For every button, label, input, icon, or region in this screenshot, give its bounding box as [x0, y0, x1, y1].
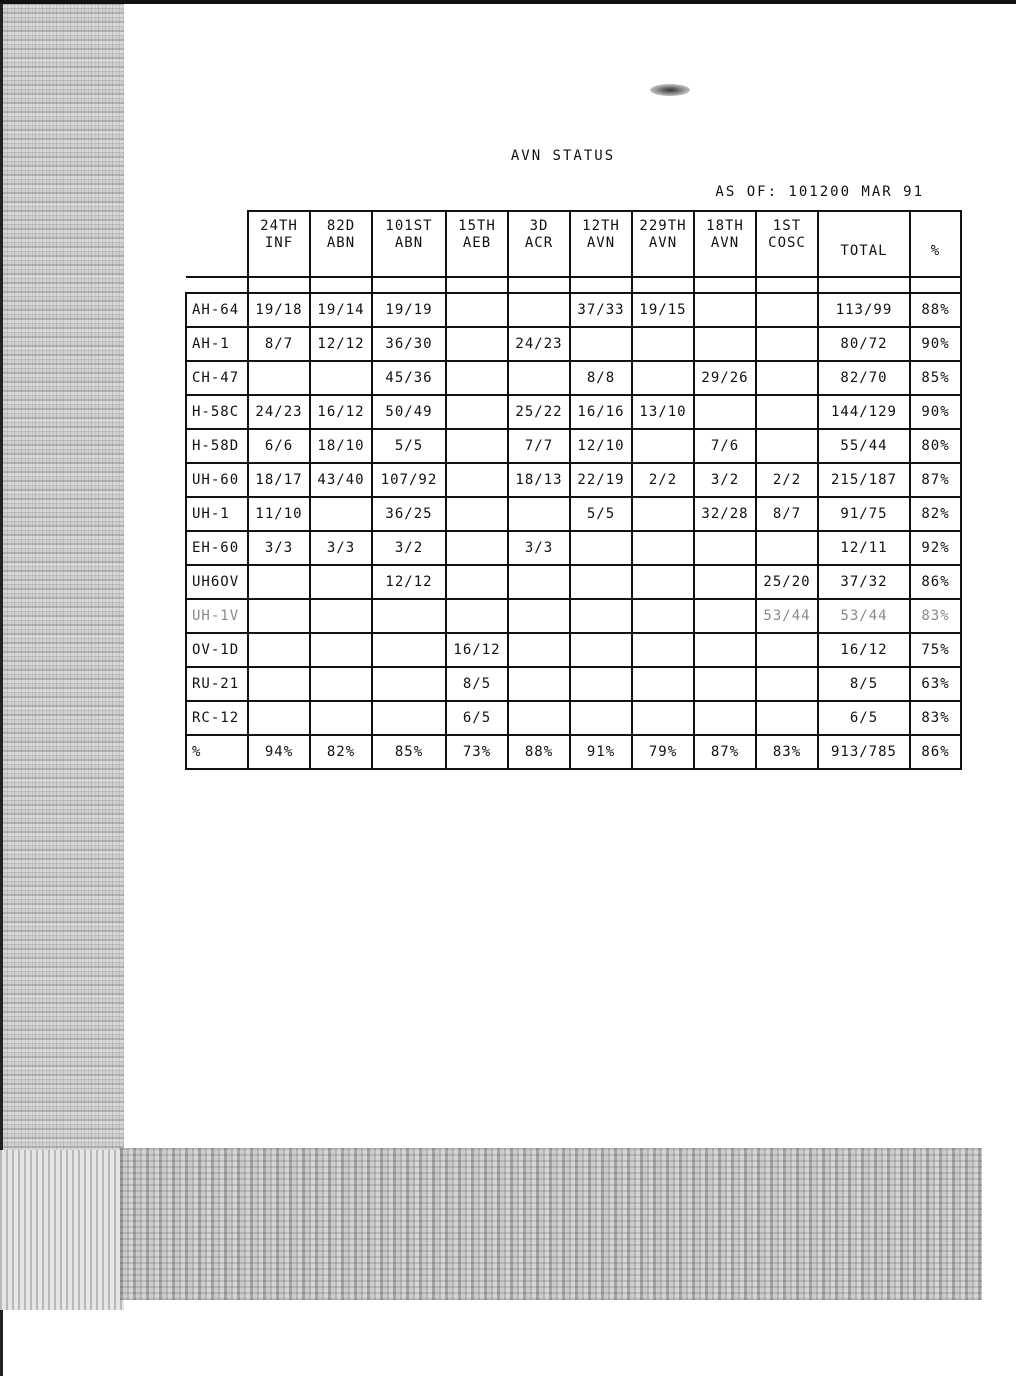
table-cell: 13/10	[632, 395, 694, 429]
table-cell	[310, 361, 372, 395]
table-body	[186, 277, 961, 769]
table-cell	[310, 633, 372, 667]
column-header	[248, 211, 310, 277]
column-header-line1: 1ST	[772, 218, 802, 234]
table-cell	[694, 293, 756, 327]
table-cell	[756, 701, 818, 735]
row-label: CH-47	[186, 361, 248, 395]
table-cell	[632, 701, 694, 735]
column-header-line2: AVN	[586, 235, 616, 251]
table-cell: 87%	[694, 735, 756, 769]
table-cell	[694, 667, 756, 701]
table-row	[186, 667, 961, 701]
column-header	[694, 211, 756, 277]
table-cell	[756, 327, 818, 361]
table-header	[186, 211, 961, 277]
table-cell: 12/12	[372, 565, 446, 599]
spacer-cell	[508, 277, 570, 293]
table-cell	[632, 531, 694, 565]
table-cell	[372, 667, 446, 701]
table-cell: 18/17	[248, 463, 310, 497]
scan-edge-top	[0, 0, 1016, 4]
row-label: H-58C	[186, 395, 248, 429]
table-cell: 19/19	[372, 293, 446, 327]
table-row	[186, 395, 961, 429]
table-cell	[570, 633, 632, 667]
column-header	[818, 211, 910, 277]
column-header-line2: ACR	[524, 235, 554, 251]
column-header-line1: %	[930, 242, 941, 259]
table-cell	[756, 361, 818, 395]
table-cell	[756, 395, 818, 429]
table-cell	[508, 497, 570, 531]
table-cell: 12/11	[818, 531, 910, 565]
column-header-line1: TOTAL	[840, 242, 888, 259]
table-cell	[248, 361, 310, 395]
avn-status-table	[185, 210, 962, 770]
table-cell: 3/3	[508, 531, 570, 565]
table-cell: 85%	[910, 361, 961, 395]
table-cell: 2/2	[756, 463, 818, 497]
column-header	[570, 211, 632, 277]
table-cell: 11/10	[248, 497, 310, 531]
table-cell	[694, 327, 756, 361]
column-header	[310, 211, 372, 277]
table-cell	[508, 633, 570, 667]
table-cell	[248, 565, 310, 599]
row-label: UH-1	[186, 497, 248, 531]
row-label: %	[186, 735, 248, 769]
table-cell: 2/2	[632, 463, 694, 497]
spacer-cell	[248, 277, 310, 293]
table-cell: 8/5	[818, 667, 910, 701]
table-cell	[570, 667, 632, 701]
table-cell	[694, 395, 756, 429]
table-cell	[446, 463, 508, 497]
table-cell	[248, 667, 310, 701]
table-cell: 3/2	[694, 463, 756, 497]
table-cell: 16/12	[310, 395, 372, 429]
column-header-line2: AVN	[710, 235, 740, 251]
spacer-cell	[818, 277, 910, 293]
table-cell	[372, 633, 446, 667]
table-cell: 19/15	[632, 293, 694, 327]
table-cell: 45/36	[372, 361, 446, 395]
table-cell	[508, 599, 570, 633]
spacer-cell	[372, 277, 446, 293]
table-cell: 90%	[910, 327, 961, 361]
table-row	[186, 327, 961, 361]
table-cell	[446, 599, 508, 633]
scan-noise-bottom	[120, 1148, 982, 1300]
table-cell	[694, 701, 756, 735]
column-header-line2: INF	[264, 235, 294, 251]
table-cell: 6/5	[446, 701, 508, 735]
table-cell	[756, 633, 818, 667]
column-header-line1: 82D	[326, 218, 356, 234]
table-row	[186, 599, 961, 633]
table-cell: 7/7	[508, 429, 570, 463]
table-cell: 5/5	[570, 497, 632, 531]
table-row	[186, 497, 961, 531]
table-cell: 22/19	[570, 463, 632, 497]
table-row	[186, 531, 961, 565]
table-cell: 37/32	[818, 565, 910, 599]
table-cell: 80%	[910, 429, 961, 463]
table-cell: 16/12	[818, 633, 910, 667]
table-cell	[508, 565, 570, 599]
scan-noise-bottom-left	[0, 1150, 124, 1310]
table-cell: 215/187	[818, 463, 910, 497]
row-label: AH-1	[186, 327, 248, 361]
column-header-line1: 15TH	[458, 218, 496, 234]
table-cell: 82/70	[818, 361, 910, 395]
table-cell: 85%	[372, 735, 446, 769]
table-cell: 75%	[910, 633, 961, 667]
table-cell	[632, 327, 694, 361]
row-label: UH6OV	[186, 565, 248, 599]
table-cell: 12/12	[310, 327, 372, 361]
column-header-line1: 3D	[529, 218, 549, 234]
row-label: RU-21	[186, 667, 248, 701]
table-row	[186, 565, 961, 599]
table-cell	[756, 293, 818, 327]
column-header-line1: 12TH	[582, 218, 620, 234]
column-header	[632, 211, 694, 277]
table-cell: 88%	[508, 735, 570, 769]
table-cell	[756, 667, 818, 701]
table-cell	[632, 667, 694, 701]
table-cell	[632, 633, 694, 667]
table-cell	[756, 531, 818, 565]
table-cell	[310, 497, 372, 531]
row-label: UH-60	[186, 463, 248, 497]
table-cell: 5/5	[372, 429, 446, 463]
table-cell: 73%	[446, 735, 508, 769]
table-cell: 8/7	[248, 327, 310, 361]
column-header	[372, 211, 446, 277]
page-title: AVN STATUS	[510, 148, 616, 164]
table-cell	[694, 531, 756, 565]
table-cell	[310, 667, 372, 701]
table-row	[186, 361, 961, 395]
table-cell: 32/28	[694, 497, 756, 531]
table-cell: 82%	[310, 735, 372, 769]
spacer-cell	[632, 277, 694, 293]
table-cell: 19/18	[248, 293, 310, 327]
table-row	[186, 293, 961, 327]
table-cell	[372, 599, 446, 633]
table-cell: 36/25	[372, 497, 446, 531]
table-row	[186, 463, 961, 497]
table-row	[186, 633, 961, 667]
table-cell	[570, 599, 632, 633]
table-cell: 94%	[248, 735, 310, 769]
table-cell	[632, 599, 694, 633]
table-cell: 90%	[910, 395, 961, 429]
scan-noise-left	[0, 0, 124, 1310]
table-cell: 16/12	[446, 633, 508, 667]
header-spacer	[186, 277, 961, 293]
table-cell	[570, 531, 632, 565]
spacer-cell	[446, 277, 508, 293]
table-cell	[632, 361, 694, 395]
table-cell: 86%	[910, 735, 961, 769]
table-cell: 80/72	[818, 327, 910, 361]
table-cell: 87%	[910, 463, 961, 497]
table-cell: 18/10	[310, 429, 372, 463]
table-cell: 3/2	[372, 531, 446, 565]
column-header-line2: COSC	[768, 235, 806, 251]
table-cell	[446, 429, 508, 463]
table-cell: 83%	[910, 599, 961, 633]
column-header-line1: 101ST	[385, 218, 433, 234]
table-cell	[508, 361, 570, 395]
row-label: UH-1V	[186, 599, 248, 633]
row-label: AH-64	[186, 293, 248, 327]
table-cell: 19/14	[310, 293, 372, 327]
table-cell: 91%	[570, 735, 632, 769]
column-header-line2: ABN	[326, 235, 356, 251]
column-header	[756, 211, 818, 277]
column-header	[910, 211, 961, 277]
table-cell	[446, 497, 508, 531]
spacer-cell	[186, 277, 248, 293]
column-header-line1: 24TH	[260, 218, 298, 234]
as-of-date: AS OF: 101200 MAR 91	[715, 184, 924, 200]
table-cell	[446, 531, 508, 565]
table-cell: 107/92	[372, 463, 446, 497]
table-cell: 113/99	[818, 293, 910, 327]
table-cell	[310, 565, 372, 599]
table-cell: 24/23	[248, 395, 310, 429]
table-cell	[756, 429, 818, 463]
table-cell	[372, 701, 446, 735]
table-cell: 3/3	[248, 531, 310, 565]
table-cell	[508, 701, 570, 735]
column-header-line1: 18TH	[706, 218, 744, 234]
table-cell: 3/3	[310, 531, 372, 565]
table-cell	[632, 497, 694, 531]
table-cell: 63%	[910, 667, 961, 701]
table-cell	[508, 667, 570, 701]
table-cell: 92%	[910, 531, 961, 565]
table-cell: 12/10	[570, 429, 632, 463]
table-row	[186, 429, 961, 463]
table-cell: 18/13	[508, 463, 570, 497]
table-cell	[508, 293, 570, 327]
header-corner	[186, 211, 248, 277]
table-cell	[446, 293, 508, 327]
table-cell: 91/75	[818, 497, 910, 531]
table-cell: 24/23	[508, 327, 570, 361]
table-cell: 25/22	[508, 395, 570, 429]
table-cell: 8/5	[446, 667, 508, 701]
table-cell: 8/8	[570, 361, 632, 395]
table-cell	[694, 599, 756, 633]
table-cell: 25/20	[756, 565, 818, 599]
spacer-cell	[570, 277, 632, 293]
table-cell: 83%	[910, 701, 961, 735]
table-row	[186, 701, 961, 735]
table-cell	[310, 599, 372, 633]
column-header	[446, 211, 508, 277]
table-cell: 53/44	[818, 599, 910, 633]
table-cell: 913/785	[818, 735, 910, 769]
table-cell: 79%	[632, 735, 694, 769]
table-cell: 6/6	[248, 429, 310, 463]
table-cell	[632, 565, 694, 599]
table-cell: 37/33	[570, 293, 632, 327]
table-cell: 82%	[910, 497, 961, 531]
spacer-cell	[756, 277, 818, 293]
table-cell	[446, 361, 508, 395]
column-header-line1: 229TH	[639, 218, 687, 234]
table-cell: 8/7	[756, 497, 818, 531]
table-cell	[446, 327, 508, 361]
table-cell	[248, 599, 310, 633]
table-cell	[632, 429, 694, 463]
row-label: EH-60	[186, 531, 248, 565]
column-header-line2: AEB	[462, 235, 492, 251]
table-cell	[694, 565, 756, 599]
table-cell	[570, 701, 632, 735]
row-label: OV-1D	[186, 633, 248, 667]
table-cell	[248, 701, 310, 735]
table-cell: 50/49	[372, 395, 446, 429]
table-cell: 83%	[756, 735, 818, 769]
spacer-cell	[310, 277, 372, 293]
table-cell: 7/6	[694, 429, 756, 463]
scan-smudge	[650, 84, 690, 96]
table-cell: 55/44	[818, 429, 910, 463]
table-cell: 29/26	[694, 361, 756, 395]
column-header-line2: AVN	[648, 235, 678, 251]
table-cell	[310, 701, 372, 735]
table-cell: 16/16	[570, 395, 632, 429]
spacer-cell	[910, 277, 961, 293]
table-cell: 53/44	[756, 599, 818, 633]
column-header-line2: ABN	[394, 235, 424, 251]
table-cell: 43/40	[310, 463, 372, 497]
spacer-cell	[694, 277, 756, 293]
table-cell: 86%	[910, 565, 961, 599]
column-header	[508, 211, 570, 277]
table-cell: 144/129	[818, 395, 910, 429]
table-cell	[248, 633, 310, 667]
table-cell	[570, 565, 632, 599]
percent-row	[186, 735, 961, 769]
table-cell	[694, 633, 756, 667]
table-cell: 36/30	[372, 327, 446, 361]
row-label: H-58D	[186, 429, 248, 463]
row-label: RC-12	[186, 701, 248, 735]
table-cell	[570, 327, 632, 361]
table-cell: 6/5	[818, 701, 910, 735]
table-cell: 88%	[910, 293, 961, 327]
table-cell	[446, 395, 508, 429]
table-cell	[446, 565, 508, 599]
